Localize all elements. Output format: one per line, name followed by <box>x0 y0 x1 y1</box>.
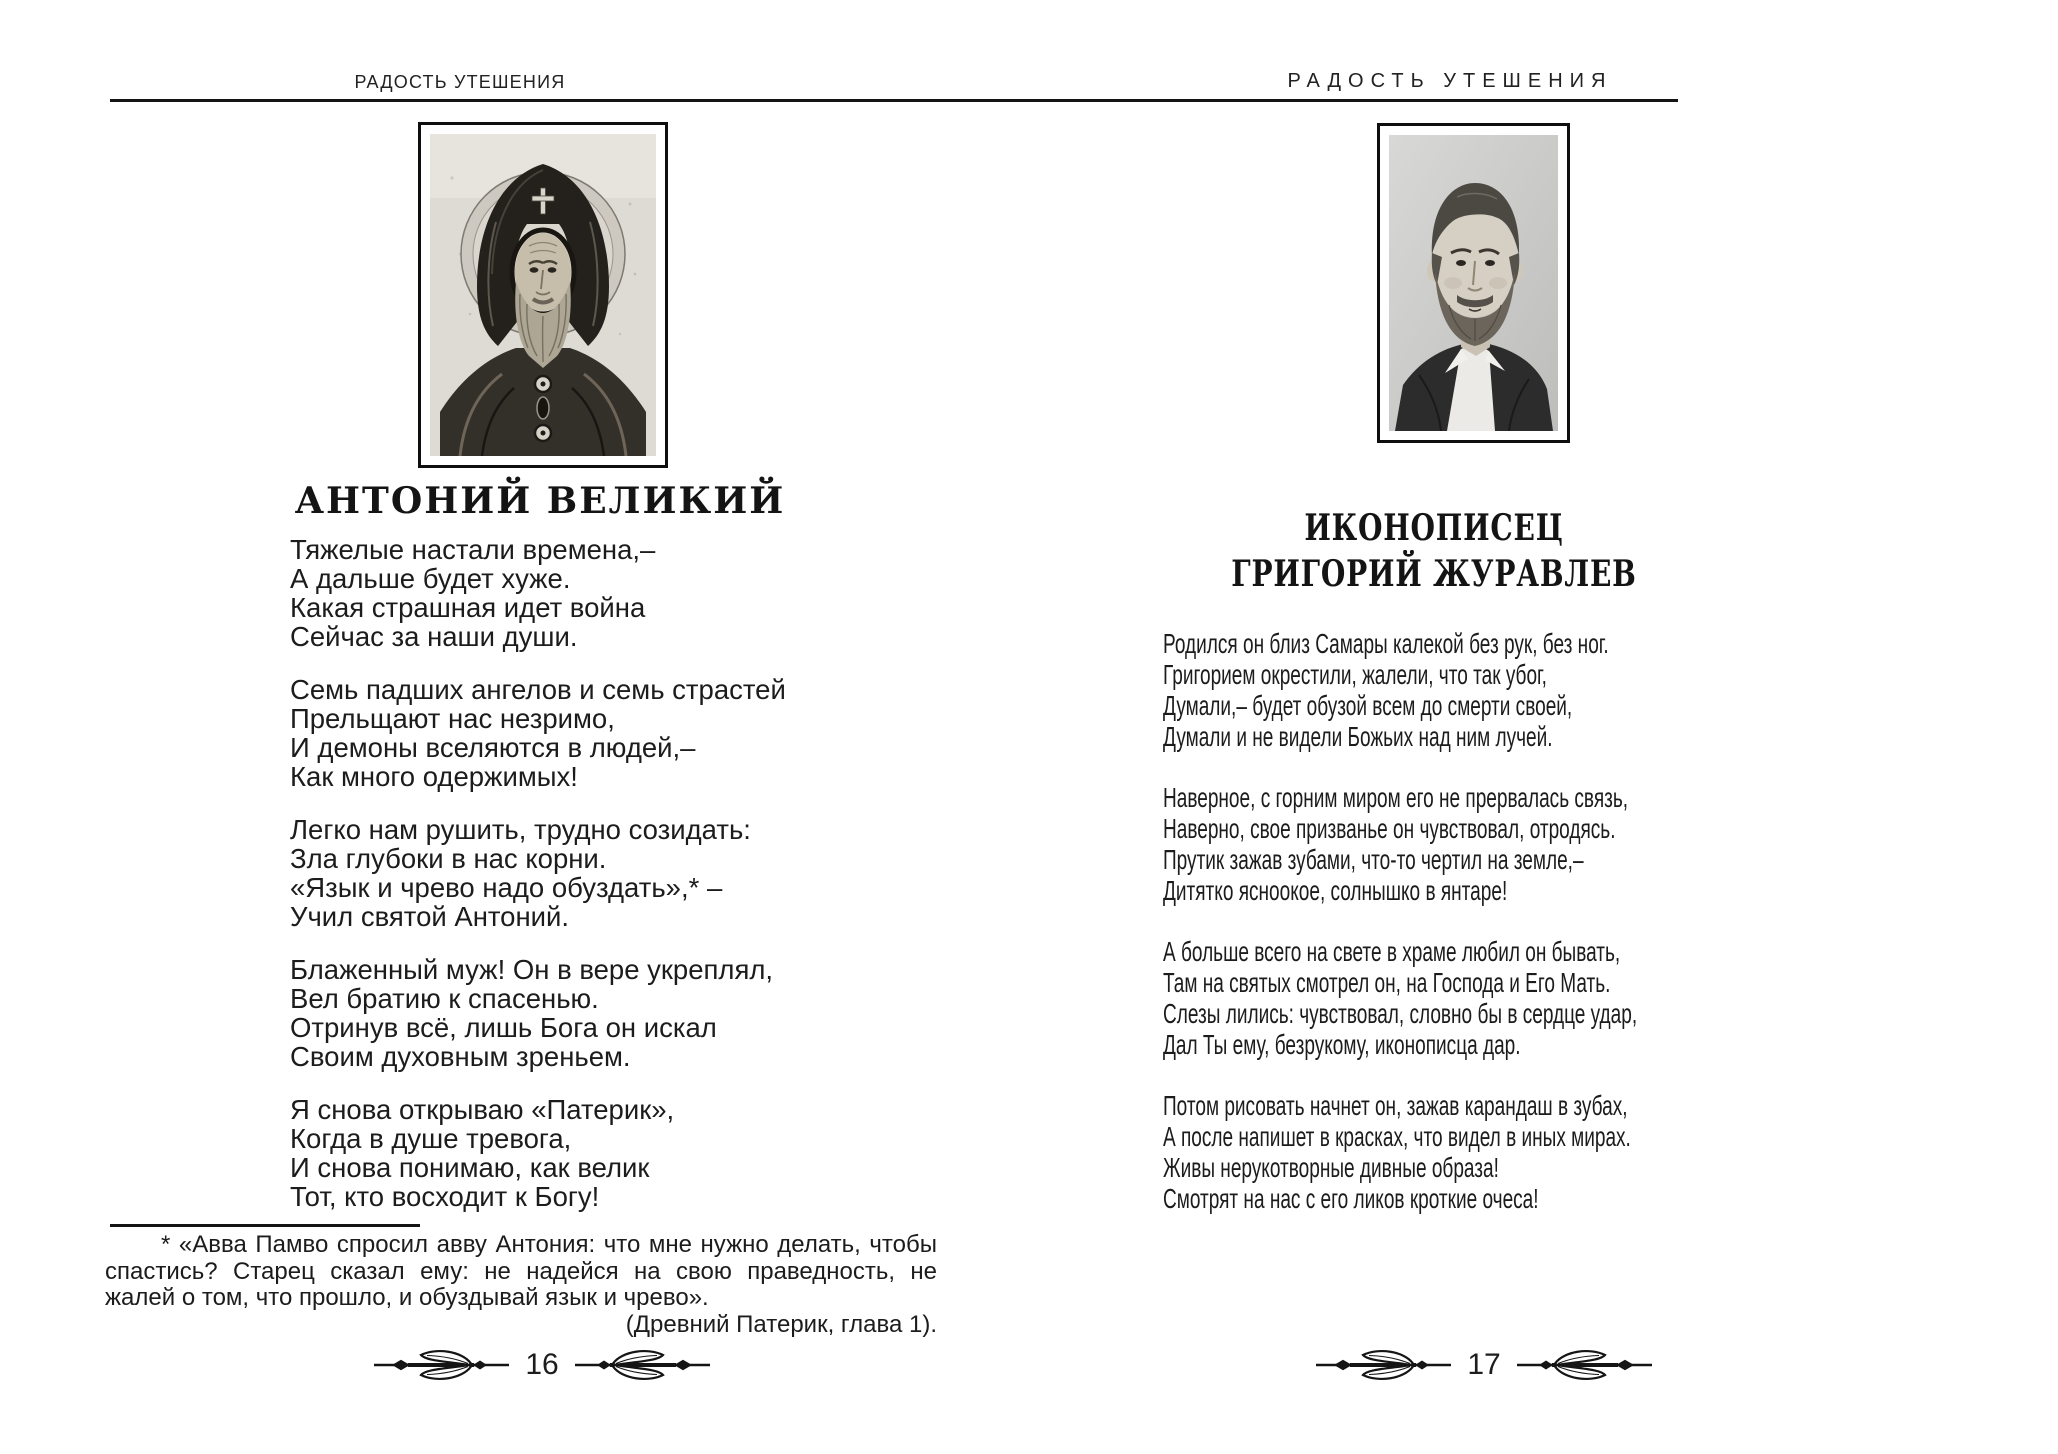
poem-line: Там на святых смотрел он, на Господа и Его Мать. <box>1163 967 1611 998</box>
saint-anthony-icon-image <box>418 122 668 468</box>
running-head-right: РАДОСТЬ УТЕШЕНИЯ <box>1287 70 1613 92</box>
poem-line: А после напишет в красках, что видел в иных мирах. <box>1163 1121 1631 1152</box>
footnote-source: (Древний Патерик, глава 1). <box>625 1310 937 1338</box>
poem-line: Своим духовным зреньем. <box>290 1041 631 1072</box>
floral-flourish-icon <box>1316 1347 1451 1383</box>
page-title-right-line1: ИКОНОПИСЕЦ <box>1304 507 1564 549</box>
grigory-zhuravlev-photo <box>1377 123 1570 443</box>
floral-flourish-icon <box>374 1347 509 1383</box>
poem-line: Дал Ты ему, безрукому, иконописца дар. <box>1163 1029 1521 1060</box>
poem-line: Когда в душе тревога, <box>290 1123 572 1154</box>
stanza <box>290 675 850 791</box>
poem-line: Зла глубоки в нас корни. <box>290 843 607 874</box>
page-title-right-line2: ГРИГОРИЙ ЖУРАВЛЕВ <box>1231 553 1637 595</box>
running-head-rule-right <box>855 99 1678 102</box>
poem-line: Григорием окрестили, жалели, что так убог, <box>1163 659 1547 690</box>
footnote-line: спастись? Старец сказал ему: не надейся на свою праведность, не <box>105 1257 937 1285</box>
page-number-left: 16 <box>525 1348 559 1381</box>
footnote-line: * «Авва Памво спросил авву Антония: что мне нужно делать, чтобы <box>161 1231 937 1258</box>
stanza <box>290 1095 850 1211</box>
poem-line: Тот, кто восходит к Богу! <box>290 1181 600 1212</box>
page-ornament-right <box>1314 1347 1654 1383</box>
portrait-photo <box>1389 135 1558 431</box>
poem-line: Какая страшная идет война <box>290 592 646 623</box>
running-head-rule-left <box>110 99 933 102</box>
floral-flourish-icon <box>1517 1347 1652 1383</box>
poem-line: Смотрят на нас с его ликов кроткие очеса! <box>1163 1183 1539 1214</box>
poem-line: Я снова открываю «Патерик», <box>290 1094 675 1125</box>
poem-line: Думали и не видели Божьих над ним лучей. <box>1163 721 1553 752</box>
stanza <box>290 815 850 931</box>
footnote-line: жалей о том, что прошло, и обуздывай язык и чрево». <box>105 1284 709 1311</box>
poem-line: Тяжелые настали времена,– <box>290 534 656 565</box>
page-title-left: АНТОНИЙ ВЕЛИКИЙ <box>294 480 786 522</box>
poem-right <box>1163 628 1748 1244</box>
poem-line: Слезы лились: чувствовал, словно бы в сердце удар, <box>1163 998 1638 1029</box>
poem-line: Отринув всё, лишь Бога он искал <box>290 1012 717 1043</box>
poem-line: А больше всего на свете в храме любил он бывать, <box>1163 936 1621 967</box>
poem-line: Блаженный муж! Он в вере укреплял, <box>290 954 774 985</box>
footnote-separator <box>110 1224 420 1227</box>
poem-line: Наверное, с горним миром его не прервалась связь, <box>1163 782 1629 813</box>
running-head-left: РАДОСТЬ УТЕШЕНИЯ <box>354 72 566 92</box>
poem-line: А дальше будет хуже. <box>290 563 571 594</box>
poem-line: Родился он близ Самары калекой без рук, без ног. <box>1163 628 1609 659</box>
page-title-right <box>1134 505 1734 597</box>
poem-line: Семь падших ангелов и семь страстей <box>290 674 786 705</box>
poem-left <box>290 535 850 1235</box>
stanza <box>290 535 850 651</box>
poem-line: Прельщают нас незримо, <box>290 703 615 734</box>
poem-line: И демоны вселяются в людей,– <box>290 732 696 763</box>
poem-line: «Язык и чрево надо обуздать»,* – <box>290 872 723 903</box>
stanza <box>1163 936 1748 1060</box>
poem-line: Наверно, свое призванье он чувствовал, отродясь. <box>1163 813 1616 844</box>
page-number-right: 17 <box>1467 1348 1501 1381</box>
poem-line: Как много одержимых! <box>290 761 578 792</box>
page-ornament-left <box>372 1347 712 1383</box>
poem-line: Легко нам рушить, трудно созидать: <box>290 814 751 845</box>
poem-line: Живы нерукотворные дивные образа! <box>1163 1152 1499 1183</box>
poem-line: И снова понимаю, как велик <box>290 1152 650 1183</box>
poem-line: Дитятко ясноокое, солнышко в янтаре! <box>1163 875 1508 906</box>
saint-anthony-icon <box>430 134 656 456</box>
poem-line: Прутик зажав зубами, что-то чертил на земле,– <box>1163 844 1584 875</box>
stanza <box>1163 1090 1748 1214</box>
footnote <box>105 1232 937 1338</box>
poem-line: Вел братию к спасенью. <box>290 983 599 1014</box>
poem-line: Думали,– будет обузой всем до смерти своей, <box>1163 690 1573 721</box>
stanza <box>1163 782 1748 906</box>
poem-line: Сейчас за наши души. <box>290 621 578 652</box>
floral-flourish-icon <box>575 1347 710 1383</box>
poem-line: Учил святой Антоний. <box>290 901 570 932</box>
stanza <box>1163 628 1748 752</box>
stanza <box>290 955 850 1071</box>
poem-line: Потом рисовать начнет он, зажав карандаш в зубах, <box>1163 1090 1628 1121</box>
